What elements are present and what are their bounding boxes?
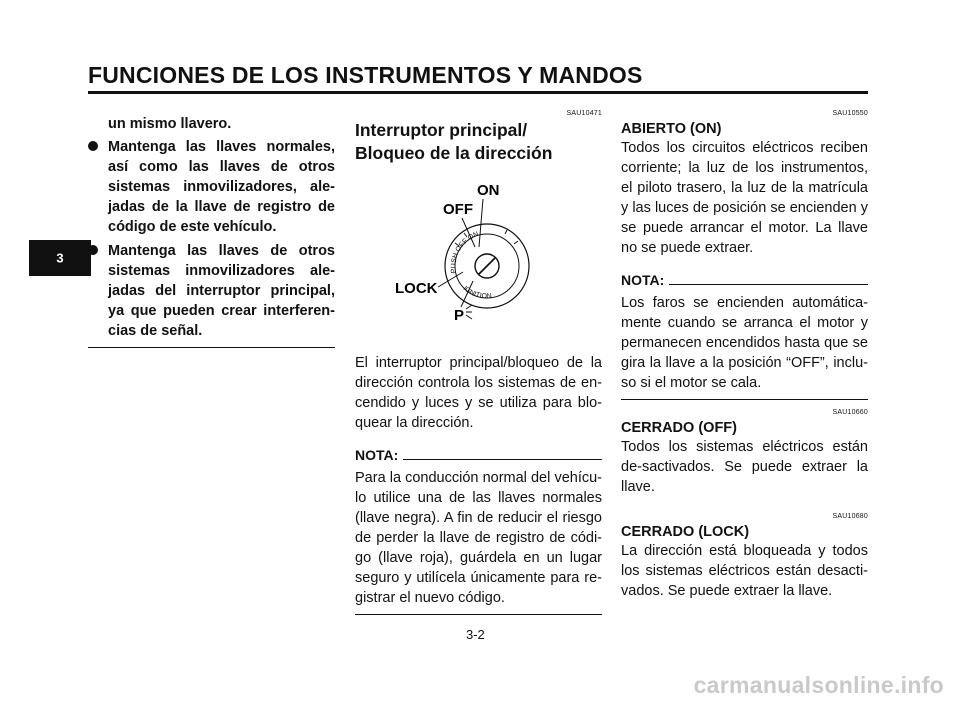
label-p: P	[454, 307, 465, 324]
page-number: 3-2	[466, 627, 485, 642]
ignition-switch-figure	[355, 171, 602, 351]
section-end-rule	[88, 347, 335, 348]
section-title-line: Bloqueo de la dirección	[355, 143, 553, 163]
column-middle	[355, 110, 602, 615]
nota-header	[355, 447, 602, 463]
bullet-text: Mantenga las llaves de otros sistemas inmovilizadores ale-jadas del interruptor principal, ya que pueden crear interferen-cias de señal.	[108, 243, 335, 339]
bullet-icon	[88, 141, 98, 151]
subheading-off: CERRADO (OFF)	[621, 420, 737, 436]
section-title	[355, 119, 602, 165]
section-code: SAU10680	[832, 513, 868, 520]
label-lock: LOCK	[395, 280, 438, 297]
section-tab-number: 3	[56, 250, 64, 266]
subheading-lock: CERRADO (LOCK)	[621, 524, 750, 540]
section-code: SAU10660	[832, 409, 868, 416]
paragraph-on: Todos los circuitos eléctricos reciben corriente; la luz de los instrumentos, el piloto trasero, la luz de la matrícula y las luces de posición se encienden y se puede arrancar el motor. La llave no se puede extraer.	[621, 140, 868, 256]
switch-ring-text-top: PUSH OFF ON	[450, 230, 480, 274]
nota-text: Los faros se encienden automática-mente cuando se arranca el motor y permanecen encendidos hasta que se gira la llave a la posición “OFF”, inclu-so si el motor se cala.	[621, 295, 868, 391]
bullet-item	[108, 241, 335, 341]
column-right	[621, 110, 868, 601]
nota-text: Para la conducción normal del vehícu-lo utilice una de las llaves normales (llave negra). A fin de reducir el riesgo de perder la llave de registro de códi-go (llave roja), guárdela en un lugar seguro y utilícela únicamente para re-gistrar el nuevo código.	[355, 470, 602, 606]
bullet-icon	[88, 245, 98, 255]
section-title-line: Interruptor principal/	[355, 120, 528, 140]
label-on: ON	[477, 182, 500, 199]
paragraph: El interruptor principal/bloqueo de la dirección controla los sistemas de en-cendido y luces y se utiliza para blo-quear la dirección.	[355, 355, 602, 431]
nota-end-rule	[355, 614, 602, 615]
switch-ring-text-bottom: IGNITION	[461, 285, 493, 301]
paragraph-off: Todos los sistemas eléctricos están de-sactivados. Se puede extraer la llave.	[621, 439, 868, 495]
label-off: OFF	[443, 201, 473, 218]
column-left	[88, 114, 335, 348]
subheading-on: ABIERTO (ON)	[621, 121, 722, 137]
nota-rule	[669, 284, 868, 285]
p-marker-icon	[466, 305, 472, 319]
nota-rule	[403, 459, 602, 460]
nota-end-rule	[621, 399, 868, 400]
continued-text: un mismo llavero.	[108, 116, 232, 132]
nota-header	[621, 272, 868, 288]
header-rule	[88, 91, 868, 94]
section-code: SAU10550	[832, 110, 868, 117]
paragraph-lock: La dirección está bloqueada y todos los sistemas eléctricos están desacti-vados. Se puede extraer la llave.	[621, 543, 868, 599]
nota-label: NOTA:	[621, 272, 665, 288]
page-header-title: FUNCIONES DE LOS INSTRUMENTOS Y MANDOS	[88, 62, 643, 88]
section-code: SAU10471	[566, 110, 602, 117]
section-tab	[29, 240, 91, 276]
bullet-text: Mantenga las llaves normales, así como las llaves de otros sistemas inmovilizadores, ale-jadas de la llave de registro de código de este vehículo.	[108, 139, 335, 235]
nota-label: NOTA:	[355, 447, 399, 463]
watermark: carmanualsonline.info	[693, 672, 944, 698]
bullet-item	[108, 137, 335, 237]
